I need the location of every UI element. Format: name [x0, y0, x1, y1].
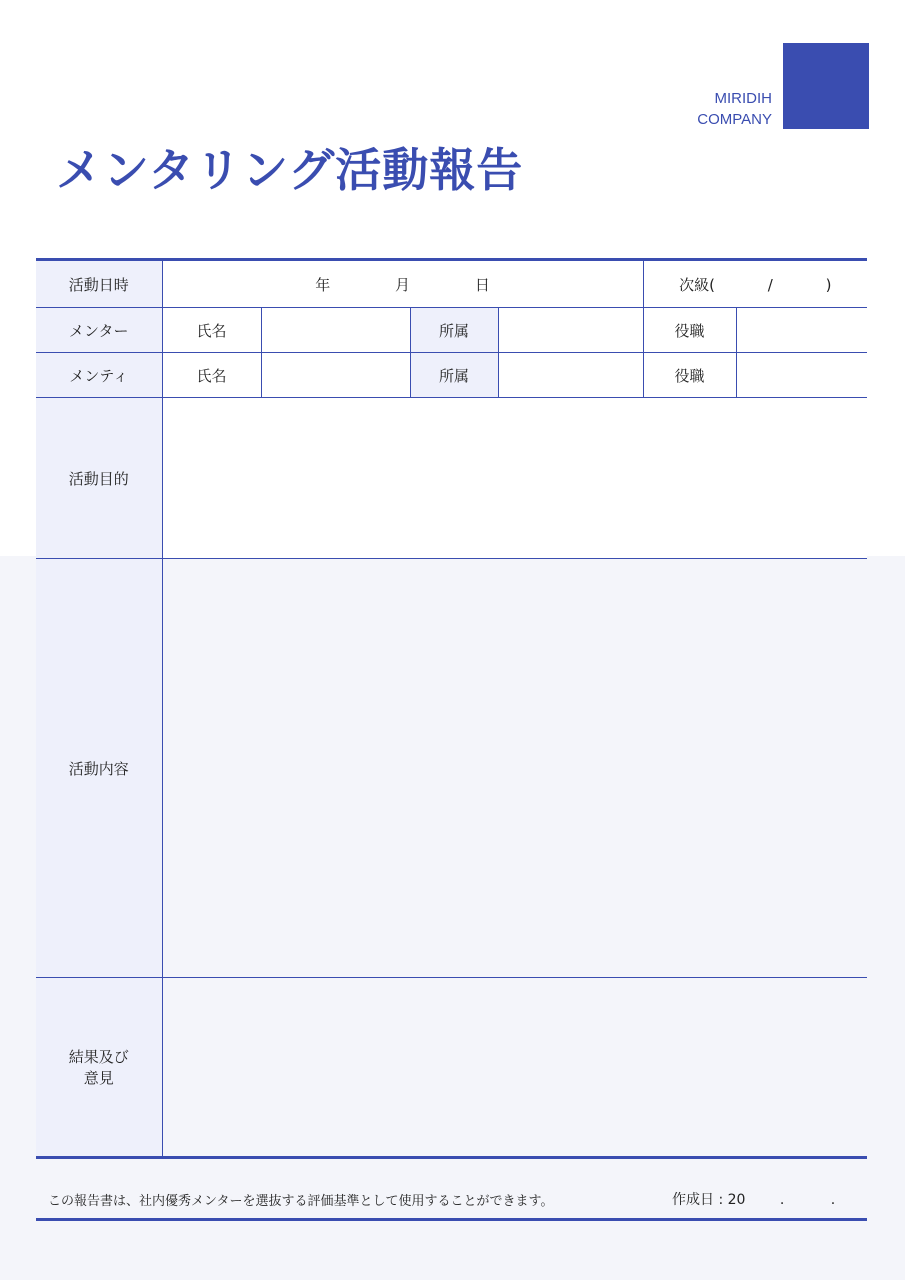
- company-name-line2: COMPANY: [697, 111, 772, 128]
- year-label: 年: [315, 275, 331, 294]
- footer: [36, 1176, 867, 1221]
- mentee-row: [36, 353, 867, 398]
- session-close: ): [825, 275, 832, 294]
- mentor-dept-label: 所属: [410, 308, 498, 353]
- activity-datetime-label: 活動日時: [36, 260, 162, 308]
- session-slash: /: [767, 275, 773, 294]
- result-input-area[interactable]: [162, 978, 867, 1158]
- company-name-line1: MIRIDIH: [714, 90, 772, 107]
- mentor-position-input[interactable]: [736, 308, 867, 353]
- result-label-line1: 結果及び: [68, 1048, 129, 1066]
- month-label: 月: [395, 275, 411, 294]
- mentor-name-input[interactable]: [261, 308, 410, 353]
- activity-datetime-row: [36, 260, 867, 308]
- activity-date-field[interactable]: [162, 260, 643, 308]
- mentor-label: メンター: [36, 308, 162, 353]
- mentor-position-label: 役職: [643, 308, 736, 353]
- company-logo-square: [783, 43, 869, 129]
- mentee-name-input[interactable]: [261, 353, 410, 398]
- mentee-dept-input[interactable]: [498, 353, 643, 398]
- mentee-position-label: 役職: [643, 353, 736, 398]
- day-label: 日: [474, 275, 490, 294]
- mentor-name-label: 氏名: [162, 308, 261, 353]
- purpose-input-area[interactable]: [162, 398, 867, 559]
- result-row: [36, 978, 867, 1158]
- footer-note: この報告書は、社内優秀メンターを選抜する評価基準として使用することができます。: [48, 1194, 554, 1209]
- content-row: [36, 559, 867, 978]
- company-logo-text: [572, 88, 772, 130]
- report-form-table: [36, 258, 867, 1159]
- mentee-label: メンティ: [36, 353, 162, 398]
- creation-date-field[interactable]: [672, 1189, 835, 1209]
- session-count-field[interactable]: [643, 260, 867, 308]
- content-label: 活動内容: [36, 559, 162, 978]
- mentor-row: [36, 308, 867, 353]
- mentor-dept-input[interactable]: [498, 308, 643, 353]
- page-title: メンタリング活動報告: [56, 143, 524, 197]
- content-input-area[interactable]: [162, 559, 867, 978]
- session-open-label: 次級(: [679, 275, 715, 294]
- creation-date-label: 作成日 : 20: [672, 1192, 746, 1208]
- mentee-dept-label: 所属: [410, 353, 498, 398]
- mentee-name-label: 氏名: [162, 353, 261, 398]
- result-label: [36, 978, 162, 1158]
- creation-date-dot1: .: [779, 1192, 785, 1208]
- purpose-row: [36, 398, 867, 559]
- mentee-position-input[interactable]: [736, 353, 867, 398]
- creation-date-dot2: .: [830, 1192, 836, 1208]
- result-label-line2: 意見: [83, 1069, 114, 1087]
- purpose-label: 活動目的: [36, 398, 162, 559]
